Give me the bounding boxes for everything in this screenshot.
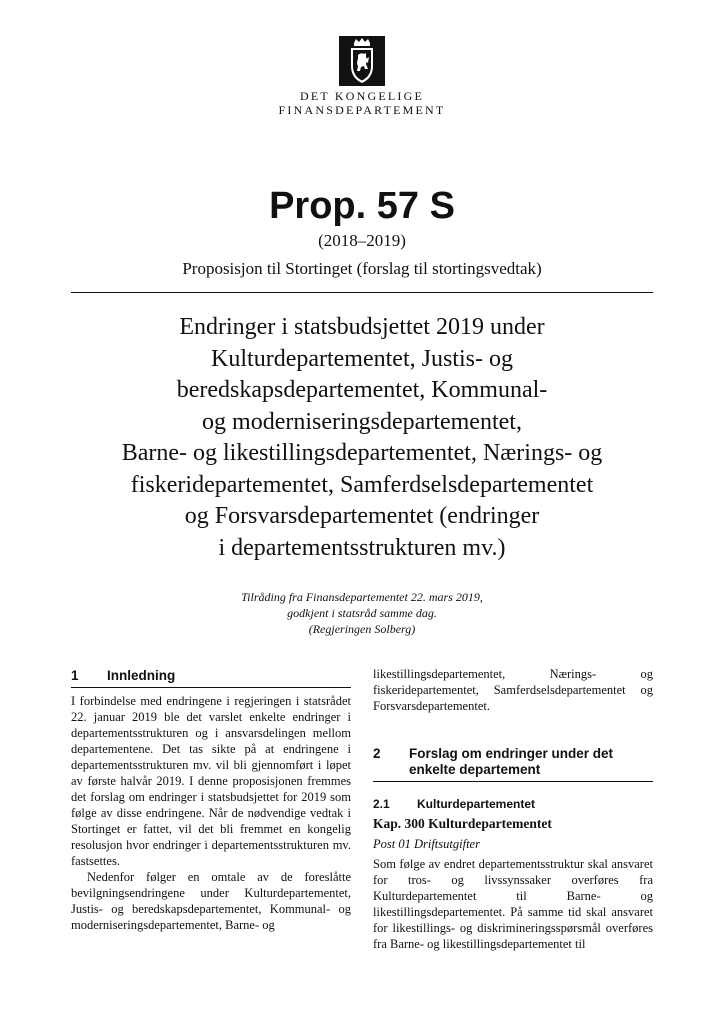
recommendation-line: Tilråding fra Finansdepartementet 22. mars 2019, bbox=[241, 590, 483, 604]
section-title: Innledning bbox=[107, 668, 176, 683]
coat-of-arms-logo bbox=[339, 36, 385, 86]
horizontal-divider bbox=[71, 292, 653, 293]
chapter-heading: Kap. 300 Kulturdepartementet bbox=[373, 816, 552, 831]
document-title-line: Barne- og likestillingsdepartementet, Nærings- og bbox=[121, 440, 603, 466]
section-1-paragraph-1: I forbindelse med endringene i regjeringen i statsrådet 22. januar 2019 ble det varslet enkelte endringer i departementsstrukturen og i ansvarsdelingen mellom departementene. Det tas sikte på at endringene i departementsstrukturen mv. vil bli gjennomført i løpet av første halvår 2019. I denne proposisjonen fremmes det forslag om endringer i statsbudsjettet for 2019 som følge av disse endringene. Når de nødvendige vedtak i Stortinget er fattet, vil det bli fremmet en kongelig resolusjon hvor endringer i departementsstrukturen mv. fastsettes. bbox=[71, 694, 351, 868]
section-1-paragraph-2: Nedenfor følger en omtale av de foreslåtte bevilgningsendringene under Kulturdepartementet, Justis- og beredskapsdepartementet, Kommunal- og moderniseringsdepartementet, Barne- og bbox=[71, 870, 351, 932]
proposition-years: (2018–2019) bbox=[318, 231, 406, 250]
section-number: 2 bbox=[373, 746, 381, 761]
recommendation-line: (Regjeringen Solberg) bbox=[308, 622, 416, 636]
subsection-number: 2.1 bbox=[373, 797, 390, 811]
document-title-line: beredskapsdepartementet, Kommunal- bbox=[176, 377, 548, 403]
document-title-line: Endringer i statsbudsjettet 2019 under bbox=[179, 314, 545, 340]
section-title: Forslag om endringer under det enkelte departement bbox=[409, 746, 614, 777]
subsection-title: Kulturdepartementet bbox=[417, 797, 536, 811]
section-number: 1 bbox=[71, 668, 79, 683]
left-column bbox=[71, 668, 351, 933]
recommendation-line: godkjent i statsråd samme dag. bbox=[287, 606, 437, 620]
department-name-line1: DET KONGELIGE bbox=[299, 89, 425, 103]
proposition-subtitle: Proposisjon til Stortinget (forslag til stortingsvedtak) bbox=[182, 259, 542, 278]
section-1-continuation: likestillingsdepartementet, Nærings- og fiskeridepartementet, Samferdselsdepartementet og Forsvarsdepartementet. bbox=[373, 667, 653, 713]
document-title-line: fiskeridepartementet, Samferdselsdepartementet bbox=[130, 471, 594, 498]
department-name-line2: FINANSDEPARTEMENT bbox=[278, 103, 446, 117]
section-1-heading bbox=[71, 668, 351, 688]
section-2-1-paragraph: Som følge av endret departementsstruktur skal ansvaret for tros- og livssynssaker overføres fra Kulturdepartementet til Barne- og likestillingsdepartementet. På samme tid skal ansvaret for likestillings- og diskrimineringsspørsmål overføres fra Barne- og likestillingsdepartementet til bbox=[373, 857, 653, 951]
document-title-line: og Forsvarsdepartementet (endringer bbox=[184, 503, 540, 529]
document-title-line: Kulturdepartementet, Justis- og bbox=[211, 345, 513, 372]
document-title-line: i departementsstrukturen mv.) bbox=[218, 534, 506, 561]
proposition-title: Prop. 57 S bbox=[269, 185, 455, 227]
recommendation-block bbox=[0, 589, 724, 637]
post-heading: Post 01 Driftsutgifter bbox=[373, 837, 480, 851]
section-2-heading bbox=[373, 746, 653, 782]
subsection-2-1-heading bbox=[373, 796, 653, 812]
document-title bbox=[60, 312, 664, 564]
document-title-line: og moderniseringsdepartementet, bbox=[202, 408, 522, 435]
right-column bbox=[373, 668, 653, 952]
norwegian-coat-of-arms-icon bbox=[339, 36, 385, 86]
